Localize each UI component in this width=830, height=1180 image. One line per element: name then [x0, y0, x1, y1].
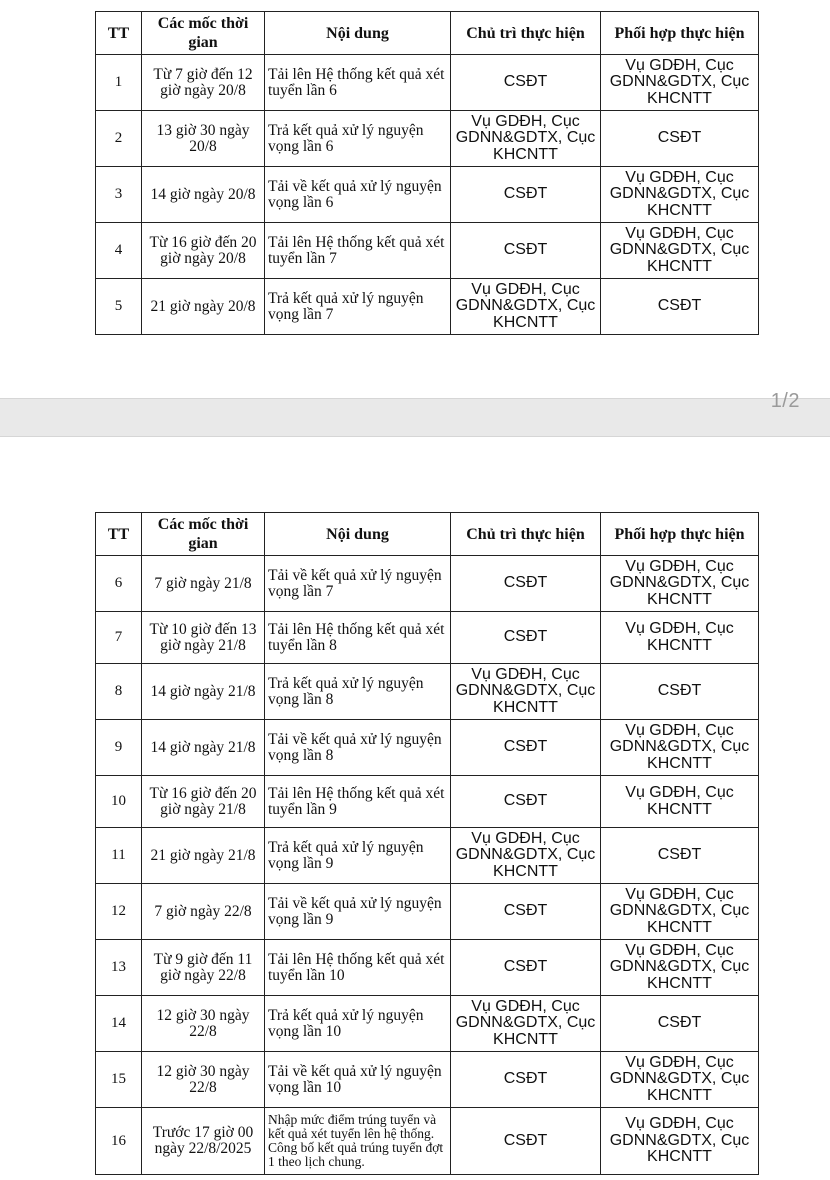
- cell-content: Tải về kết quả xử lý nguyện vọng lần 8: [265, 720, 451, 776]
- header-tt: TT: [96, 12, 142, 55]
- table-row: [96, 223, 759, 279]
- cell-time: 21 giờ ngày 21/8: [142, 828, 265, 884]
- cell-time: 14 giờ ngày 20/8: [142, 167, 265, 223]
- table-row: [96, 279, 759, 335]
- cell-tt: 16: [96, 1108, 142, 1175]
- cell-time: 12 giờ 30 ngày 22/8: [142, 1052, 265, 1108]
- cell-coop: CSĐT: [601, 279, 759, 335]
- cell-lead: CSĐT: [451, 612, 601, 664]
- cell-time: 21 giờ ngày 20/8: [142, 279, 265, 335]
- header-coop: Phối hợp thực hiện: [601, 12, 759, 55]
- cell-content: Trả kết quả xử lý nguyện vọng lần 9: [265, 828, 451, 884]
- cell-content: Tải về kết quả xử lý nguyện vọng lần 10: [265, 1052, 451, 1108]
- cell-lead: CSĐT: [451, 1108, 601, 1175]
- cell-lead: CSĐT: [451, 940, 601, 996]
- cell-tt: 7: [96, 612, 142, 664]
- cell-content: Tải lên Hệ thống kết quả xét tuyển lần 7: [265, 223, 451, 279]
- cell-tt: 8: [96, 664, 142, 720]
- cell-content: Trả kết quả xử lý nguyện vọng lần 6: [265, 111, 451, 167]
- cell-time: Từ 16 giờ đến 20 giờ ngày 20/8: [142, 223, 265, 279]
- table-row: [96, 612, 759, 664]
- cell-time: Từ 16 giờ đến 20 giờ ngày 21/8: [142, 776, 265, 828]
- document-page-1: [0, 0, 830, 398]
- document-page-2: [0, 437, 830, 1180]
- cell-coop: Vụ GDĐH, Cục GDNN&GDTX, Cục KHCNTT: [601, 1052, 759, 1108]
- cell-tt: 14: [96, 996, 142, 1052]
- cell-time: 12 giờ 30 ngày 22/8: [142, 996, 265, 1052]
- cell-coop: CSĐT: [601, 828, 759, 884]
- cell-lead: CSĐT: [451, 556, 601, 612]
- cell-tt: 9: [96, 720, 142, 776]
- cell-tt: 4: [96, 223, 142, 279]
- cell-coop: CSĐT: [601, 996, 759, 1052]
- page-separator: [0, 398, 830, 437]
- cell-coop: Vụ GDĐH, Cục GDNN&GDTX, Cục KHCNTT: [601, 556, 759, 612]
- cell-tt: 6: [96, 556, 142, 612]
- cell-content: Trả kết quả xử lý nguyện vọng lần 7: [265, 279, 451, 335]
- cell-lead: CSĐT: [451, 167, 601, 223]
- cell-lead: CSĐT: [451, 776, 601, 828]
- header-lead: Chủ trì thực hiện: [451, 12, 601, 55]
- cell-time: Từ 10 giờ đến 13 giờ ngày 21/8: [142, 612, 265, 664]
- table-row: [96, 996, 759, 1052]
- cell-time: 13 giờ 30 ngày 20/8: [142, 111, 265, 167]
- schedule-table-page-2: [95, 512, 759, 1175]
- cell-content: Tải lên Hệ thống kết quả xét tuyển lần 6: [265, 55, 451, 111]
- header-content: Nội dung: [265, 513, 451, 556]
- header-lead: Chủ trì thực hiện: [451, 513, 601, 556]
- table-row: [96, 884, 759, 940]
- cell-coop: CSĐT: [601, 664, 759, 720]
- cell-lead: Vụ GDĐH, Cục GDNN&GDTX, Cục KHCNTT: [451, 996, 601, 1052]
- cell-content: Tải về kết quả xử lý nguyện vọng lần 6: [265, 167, 451, 223]
- header-tt: TT: [96, 513, 142, 556]
- cell-tt: 10: [96, 776, 142, 828]
- cell-time: 7 giờ ngày 21/8: [142, 556, 265, 612]
- cell-coop: CSĐT: [601, 111, 759, 167]
- cell-time: Từ 9 giờ đến 11 giờ ngày 22/8: [142, 940, 265, 996]
- cell-coop: Vụ GDĐH, Cục GDNN&GDTX, Cục KHCNTT: [601, 167, 759, 223]
- cell-lead: CSĐT: [451, 223, 601, 279]
- table-row: [96, 55, 759, 111]
- cell-coop: Vụ GDĐH, Cục GDNN&GDTX, Cục KHCNTT: [601, 55, 759, 111]
- cell-content: Tải lên Hệ thống kết quả xét tuyển lần 9: [265, 776, 451, 828]
- cell-tt: 15: [96, 1052, 142, 1108]
- cell-content: Trả kết quả xử lý nguyện vọng lần 10: [265, 996, 451, 1052]
- table-header-row: [96, 513, 759, 556]
- cell-tt: 5: [96, 279, 142, 335]
- cell-coop: Vụ GDĐH, Cục GDNN&GDTX, Cục KHCNTT: [601, 223, 759, 279]
- cell-content: Tải về kết quả xử lý nguyện vọng lần 7: [265, 556, 451, 612]
- cell-content: Tải lên Hệ thống kết quả xét tuyển lần 10: [265, 940, 451, 996]
- table-row: [96, 167, 759, 223]
- cell-content: Tải về kết quả xử lý nguyện vọng lần 9: [265, 884, 451, 940]
- cell-lead: Vụ GDĐH, Cục GDNN&GDTX, Cục KHCNTT: [451, 664, 601, 720]
- cell-lead: Vụ GDĐH, Cục GDNN&GDTX, Cục KHCNTT: [451, 111, 601, 167]
- cell-lead: CSĐT: [451, 720, 601, 776]
- cell-content: Trả kết quả xử lý nguyện vọng lần 8: [265, 664, 451, 720]
- cell-time: 14 giờ ngày 21/8: [142, 720, 265, 776]
- cell-time: Từ 7 giờ đến 12 giờ ngày 20/8: [142, 55, 265, 111]
- cell-lead: CSĐT: [451, 1052, 601, 1108]
- schedule-table-page-1: [95, 11, 759, 335]
- header-time: Các mốc thời gian: [142, 513, 265, 556]
- table-row: [96, 776, 759, 828]
- cell-lead: CSĐT: [451, 55, 601, 111]
- table-row: [96, 828, 759, 884]
- cell-coop: Vụ GDĐH, Cục GDNN&GDTX, Cục KHCNTT: [601, 884, 759, 940]
- page-indicator: 1/2: [770, 390, 800, 412]
- cell-lead: CSĐT: [451, 884, 601, 940]
- cell-time: 14 giờ ngày 21/8: [142, 664, 265, 720]
- table-row: [96, 664, 759, 720]
- cell-tt: 3: [96, 167, 142, 223]
- cell-content: Nhập mức điểm trúng tuyển và kết quả xét tuyển lên hệ thống. Công bố kết quả trúng tuyển đợt 1 theo lịch chung.: [265, 1108, 451, 1175]
- table-row: [96, 940, 759, 996]
- cell-coop: Vụ GDĐH, Cục KHCNTT: [601, 612, 759, 664]
- cell-tt: 11: [96, 828, 142, 884]
- table-row: [96, 556, 759, 612]
- cell-coop: Vụ GDĐH, Cục GDNN&GDTX, Cục KHCNTT: [601, 940, 759, 996]
- header-coop: Phối hợp thực hiện: [601, 513, 759, 556]
- cell-tt: 12: [96, 884, 142, 940]
- header-time: Các mốc thời gian: [142, 12, 265, 55]
- header-content: Nội dung: [265, 12, 451, 55]
- cell-lead: Vụ GDĐH, Cục GDNN&GDTX, Cục KHCNTT: [451, 279, 601, 335]
- table-header-row: [96, 12, 759, 55]
- cell-tt: 2: [96, 111, 142, 167]
- cell-tt: 13: [96, 940, 142, 996]
- cell-lead: Vụ GDĐH, Cục GDNN&GDTX, Cục KHCNTT: [451, 828, 601, 884]
- cell-tt: 1: [96, 55, 142, 111]
- cell-coop: Vụ GDĐH, Cục GDNN&GDTX, Cục KHCNTT: [601, 720, 759, 776]
- table-row: [96, 1108, 759, 1175]
- cell-coop: Vụ GDĐH, Cục GDNN&GDTX, Cục KHCNTT: [601, 1108, 759, 1175]
- cell-time: 7 giờ ngày 22/8: [142, 884, 265, 940]
- table-row: [96, 1052, 759, 1108]
- cell-content: Tải lên Hệ thống kết quả xét tuyển lần 8: [265, 612, 451, 664]
- table-row: [96, 111, 759, 167]
- cell-coop: Vụ GDĐH, Cục KHCNTT: [601, 776, 759, 828]
- table-row: [96, 720, 759, 776]
- cell-time: Trước 17 giờ 00 ngày 22/8/2025: [142, 1108, 265, 1175]
